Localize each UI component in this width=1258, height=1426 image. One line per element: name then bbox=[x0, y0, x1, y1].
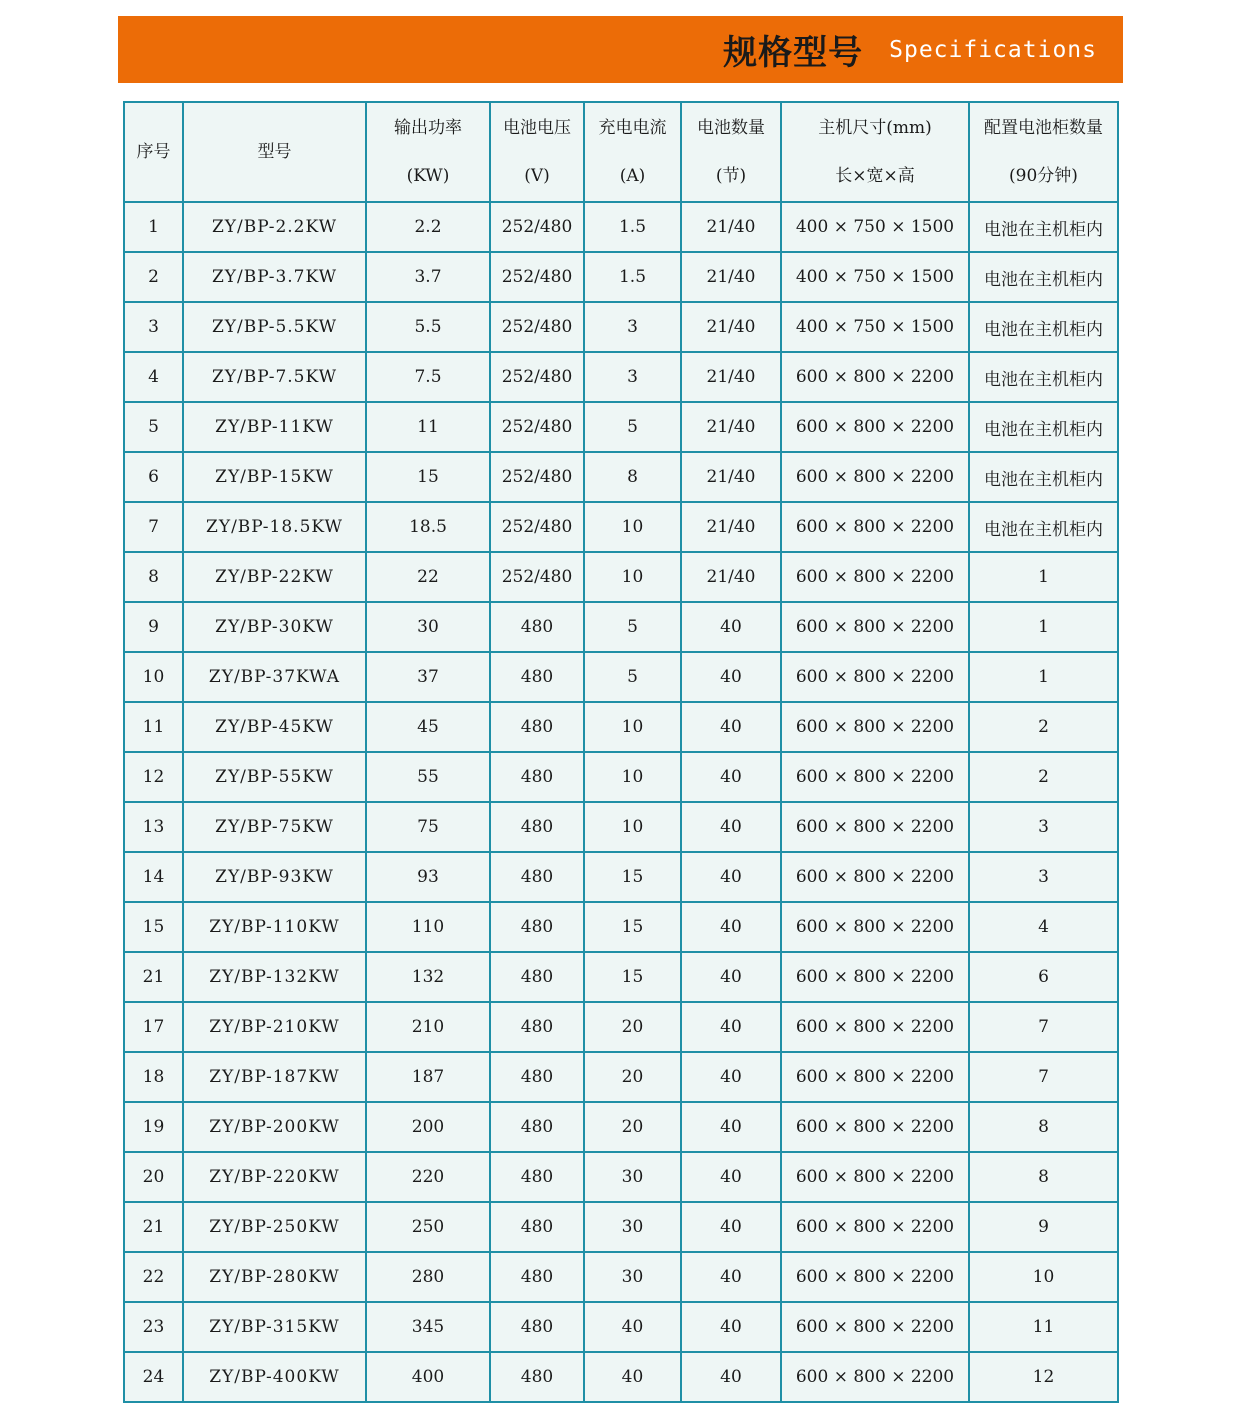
cell-host-size: 400 × 750 × 1500 bbox=[781, 302, 969, 352]
cell-battery-count: 40 bbox=[681, 802, 781, 852]
cell-host-size: 600 × 800 × 2200 bbox=[781, 952, 969, 1002]
cell-battery-voltage: 480 bbox=[490, 1352, 584, 1402]
cell-battery-count: 40 bbox=[681, 702, 781, 752]
cell-host-size: 600 × 800 × 2200 bbox=[781, 1102, 969, 1152]
spec-table-header bbox=[124, 102, 1118, 202]
table-row bbox=[124, 852, 1118, 902]
cell-battery-voltage: 480 bbox=[490, 752, 584, 802]
table-row bbox=[124, 802, 1118, 852]
cell-model: ZY/BP-400KW bbox=[183, 1352, 366, 1402]
header-label: 主机尺寸(mm) bbox=[818, 118, 932, 138]
cell-battery-count: 21/40 bbox=[681, 302, 781, 352]
cell-index: 12 bbox=[124, 752, 183, 802]
cell-battery-voltage: 252/480 bbox=[490, 502, 584, 552]
header-output-power bbox=[366, 102, 490, 202]
table-row bbox=[124, 402, 1118, 452]
table-row bbox=[124, 1152, 1118, 1202]
header-battery-voltage bbox=[490, 102, 584, 202]
cell-index: 10 bbox=[124, 652, 183, 702]
cell-battery-count: 21/40 bbox=[681, 252, 781, 302]
table-row bbox=[124, 902, 1118, 952]
cell-model: ZY/BP-15KW bbox=[183, 452, 366, 502]
cell-model: ZY/BP-93KW bbox=[183, 852, 366, 902]
cell-battery-count: 40 bbox=[681, 1202, 781, 1252]
cell-charge-current: 20 bbox=[584, 1102, 681, 1152]
cell-output-power: 220 bbox=[366, 1152, 490, 1202]
cell-model: ZY/BP-37KWA bbox=[183, 652, 366, 702]
cell-model: ZY/BP-5.5KW bbox=[183, 302, 366, 352]
cell-battery-voltage: 252/480 bbox=[490, 552, 584, 602]
cell-charge-current: 10 bbox=[584, 552, 681, 602]
header-battery-cabinet-count bbox=[969, 102, 1118, 202]
cell-charge-current: 15 bbox=[584, 902, 681, 952]
table-row bbox=[124, 652, 1118, 702]
cell-battery-cabinet-count: 8 bbox=[969, 1152, 1118, 1202]
cell-charge-current: 10 bbox=[584, 802, 681, 852]
cell-battery-voltage: 480 bbox=[490, 1052, 584, 1102]
header-unit: (A) bbox=[619, 166, 646, 186]
cell-output-power: 132 bbox=[366, 952, 490, 1002]
cell-charge-current: 8 bbox=[584, 452, 681, 502]
cell-battery-cabinet-count: 3 bbox=[969, 852, 1118, 902]
table-row bbox=[124, 552, 1118, 602]
cell-battery-count: 21/40 bbox=[681, 502, 781, 552]
cell-charge-current: 15 bbox=[584, 952, 681, 1002]
cell-battery-count: 40 bbox=[681, 852, 781, 902]
header-charge-current bbox=[584, 102, 681, 202]
cell-battery-voltage: 252/480 bbox=[490, 302, 584, 352]
cell-model: ZY/BP-55KW bbox=[183, 752, 366, 802]
cell-battery-count: 21/40 bbox=[681, 352, 781, 402]
cell-battery-voltage: 480 bbox=[490, 952, 584, 1002]
cell-model: ZY/BP-280KW bbox=[183, 1252, 366, 1302]
table-row bbox=[124, 1252, 1118, 1302]
cell-model: ZY/BP-187KW bbox=[183, 1052, 366, 1102]
cell-model: ZY/BP-220KW bbox=[183, 1152, 366, 1202]
cell-host-size: 600 × 800 × 2200 bbox=[781, 702, 969, 752]
cell-battery-count: 21/40 bbox=[681, 452, 781, 502]
cell-charge-current: 5 bbox=[584, 652, 681, 702]
header-unit: (KW) bbox=[406, 166, 450, 186]
header-label: 型号 bbox=[257, 142, 292, 162]
cell-index: 19 bbox=[124, 1102, 183, 1152]
cell-charge-current: 3 bbox=[584, 352, 681, 402]
cell-host-size: 600 × 800 × 2200 bbox=[781, 552, 969, 602]
cell-host-size: 600 × 800 × 2200 bbox=[781, 852, 969, 902]
cell-battery-voltage: 480 bbox=[490, 1302, 584, 1352]
title-en: Specifications bbox=[889, 36, 1097, 63]
cell-output-power: 3.7 bbox=[366, 252, 490, 302]
cell-host-size: 600 × 800 × 2200 bbox=[781, 502, 969, 552]
cell-battery-voltage: 252/480 bbox=[490, 402, 584, 452]
cell-battery-cabinet-count: 1 bbox=[969, 552, 1118, 602]
table-row bbox=[124, 1202, 1118, 1252]
cell-battery-voltage: 480 bbox=[490, 852, 584, 902]
cell-model: ZY/BP-7.5KW bbox=[183, 352, 366, 402]
header-unit: (节) bbox=[715, 166, 747, 186]
cell-output-power: 2.2 bbox=[366, 202, 490, 252]
cell-host-size: 600 × 800 × 2200 bbox=[781, 452, 969, 502]
header-index bbox=[124, 102, 183, 202]
cell-battery-count: 40 bbox=[681, 1152, 781, 1202]
cell-host-size: 600 × 800 × 2200 bbox=[781, 352, 969, 402]
cell-host-size: 600 × 800 × 2200 bbox=[781, 1152, 969, 1202]
cell-index: 11 bbox=[124, 702, 183, 752]
cell-charge-current: 3 bbox=[584, 302, 681, 352]
cell-model: ZY/BP-132KW bbox=[183, 952, 366, 1002]
cell-charge-current: 10 bbox=[584, 502, 681, 552]
cell-host-size: 600 × 800 × 2200 bbox=[781, 1202, 969, 1252]
cell-output-power: 5.5 bbox=[366, 302, 490, 352]
cell-model: ZY/BP-2.2KW bbox=[183, 202, 366, 252]
header-label: 配置电池柜数量 bbox=[984, 118, 1103, 138]
cell-battery-voltage: 480 bbox=[490, 1202, 584, 1252]
table-row bbox=[124, 202, 1118, 252]
cell-battery-count: 40 bbox=[681, 952, 781, 1002]
cell-battery-count: 40 bbox=[681, 902, 781, 952]
cell-output-power: 45 bbox=[366, 702, 490, 752]
cell-battery-voltage: 480 bbox=[490, 1152, 584, 1202]
table-row bbox=[124, 1052, 1118, 1102]
spec-table bbox=[123, 101, 1119, 1403]
cell-host-size: 400 × 750 × 1500 bbox=[781, 252, 969, 302]
cell-host-size: 600 × 800 × 2200 bbox=[781, 602, 969, 652]
cell-battery-cabinet-count: 电池在主机柜内 bbox=[969, 202, 1118, 252]
cell-battery-cabinet-count: 2 bbox=[969, 752, 1118, 802]
cell-charge-current: 5 bbox=[584, 402, 681, 452]
cell-battery-count: 40 bbox=[681, 1302, 781, 1352]
cell-battery-cabinet-count: 12 bbox=[969, 1352, 1118, 1402]
cell-model: ZY/BP-11KW bbox=[183, 402, 366, 452]
cell-battery-voltage: 480 bbox=[490, 702, 584, 752]
cell-charge-current: 30 bbox=[584, 1252, 681, 1302]
cell-model: ZY/BP-110KW bbox=[183, 902, 366, 952]
table-row bbox=[124, 952, 1118, 1002]
cell-index: 23 bbox=[124, 1302, 183, 1352]
cell-charge-current: 10 bbox=[584, 752, 681, 802]
cell-charge-current: 5 bbox=[584, 602, 681, 652]
cell-output-power: 345 bbox=[366, 1302, 490, 1352]
cell-battery-cabinet-count: 电池在主机柜内 bbox=[969, 252, 1118, 302]
cell-battery-count: 40 bbox=[681, 1002, 781, 1052]
header-battery-count bbox=[681, 102, 781, 202]
cell-model: ZY/BP-200KW bbox=[183, 1102, 366, 1152]
cell-host-size: 600 × 800 × 2200 bbox=[781, 802, 969, 852]
cell-output-power: 110 bbox=[366, 902, 490, 952]
cell-index: 15 bbox=[124, 902, 183, 952]
cell-output-power: 187 bbox=[366, 1052, 490, 1102]
table-row bbox=[124, 502, 1118, 552]
cell-model: ZY/BP-22KW bbox=[183, 552, 366, 602]
header-unit: 长×宽×高 bbox=[835, 166, 915, 186]
cell-charge-current: 40 bbox=[584, 1352, 681, 1402]
cell-charge-current: 15 bbox=[584, 852, 681, 902]
cell-host-size: 400 × 750 × 1500 bbox=[781, 202, 969, 252]
header-row bbox=[124, 102, 1118, 202]
table-row bbox=[124, 252, 1118, 302]
cell-battery-count: 40 bbox=[681, 1102, 781, 1152]
table-row bbox=[124, 702, 1118, 752]
cell-host-size: 600 × 800 × 2200 bbox=[781, 902, 969, 952]
cell-host-size: 600 × 800 × 2200 bbox=[781, 402, 969, 452]
cell-model: ZY/BP-30KW bbox=[183, 602, 366, 652]
cell-index: 22 bbox=[124, 1252, 183, 1302]
cell-battery-voltage: 480 bbox=[490, 902, 584, 952]
cell-index: 5 bbox=[124, 402, 183, 452]
cell-index: 9 bbox=[124, 602, 183, 652]
cell-charge-current: 20 bbox=[584, 1002, 681, 1052]
cell-battery-count: 21/40 bbox=[681, 552, 781, 602]
header-label: 序号 bbox=[136, 142, 171, 162]
title-cn: 规格型号 bbox=[723, 33, 864, 73]
cell-battery-cabinet-count: 1 bbox=[969, 602, 1118, 652]
table-row bbox=[124, 1302, 1118, 1352]
cell-index: 7 bbox=[124, 502, 183, 552]
header-label: 充电电流 bbox=[598, 118, 667, 138]
cell-output-power: 18.5 bbox=[366, 502, 490, 552]
cell-host-size: 600 × 800 × 2200 bbox=[781, 1352, 969, 1402]
cell-battery-cabinet-count: 电池在主机柜内 bbox=[969, 452, 1118, 502]
cell-index: 17 bbox=[124, 1002, 183, 1052]
cell-battery-count: 40 bbox=[681, 652, 781, 702]
cell-battery-voltage: 480 bbox=[490, 1252, 584, 1302]
cell-index: 6 bbox=[124, 452, 183, 502]
cell-output-power: 15 bbox=[366, 452, 490, 502]
header-unit: (V) bbox=[524, 166, 550, 186]
cell-output-power: 210 bbox=[366, 1002, 490, 1052]
cell-battery-cabinet-count: 电池在主机柜内 bbox=[969, 402, 1118, 452]
cell-index: 4 bbox=[124, 352, 183, 402]
cell-model: ZY/BP-18.5KW bbox=[183, 502, 366, 552]
cell-battery-cabinet-count: 7 bbox=[969, 1002, 1118, 1052]
cell-model: ZY/BP-75KW bbox=[183, 802, 366, 852]
cell-battery-voltage: 480 bbox=[490, 652, 584, 702]
cell-battery-voltage: 252/480 bbox=[490, 352, 584, 402]
cell-battery-cabinet-count: 11 bbox=[969, 1302, 1118, 1352]
cell-charge-current: 40 bbox=[584, 1302, 681, 1352]
cell-battery-count: 40 bbox=[681, 1252, 781, 1302]
table-row bbox=[124, 752, 1118, 802]
header-unit: (90分钟) bbox=[1009, 166, 1078, 186]
cell-battery-cabinet-count: 6 bbox=[969, 952, 1118, 1002]
table-row bbox=[124, 602, 1118, 652]
cell-index: 18 bbox=[124, 1052, 183, 1102]
cell-battery-voltage: 480 bbox=[490, 1102, 584, 1152]
title-banner bbox=[118, 16, 1123, 83]
cell-index: 13 bbox=[124, 802, 183, 852]
cell-index: 21 bbox=[124, 1202, 183, 1252]
cell-battery-voltage: 252/480 bbox=[490, 252, 584, 302]
cell-battery-cabinet-count: 7 bbox=[969, 1052, 1118, 1102]
spec-table-body bbox=[124, 202, 1118, 1402]
cell-model: ZY/BP-45KW bbox=[183, 702, 366, 752]
header-model bbox=[183, 102, 366, 202]
table-row bbox=[124, 302, 1118, 352]
cell-battery-count: 21/40 bbox=[681, 402, 781, 452]
cell-battery-voltage: 252/480 bbox=[490, 202, 584, 252]
cell-battery-count: 40 bbox=[681, 1352, 781, 1402]
cell-host-size: 600 × 800 × 2200 bbox=[781, 752, 969, 802]
cell-output-power: 30 bbox=[366, 602, 490, 652]
cell-host-size: 600 × 800 × 2200 bbox=[781, 1002, 969, 1052]
cell-battery-cabinet-count: 3 bbox=[969, 802, 1118, 852]
cell-battery-cabinet-count: 10 bbox=[969, 1252, 1118, 1302]
cell-charge-current: 30 bbox=[584, 1152, 681, 1202]
cell-index: 24 bbox=[124, 1352, 183, 1402]
cell-battery-voltage: 480 bbox=[490, 802, 584, 852]
cell-battery-count: 40 bbox=[681, 1052, 781, 1102]
table-row bbox=[124, 1102, 1118, 1152]
cell-index: 1 bbox=[124, 202, 183, 252]
header-label: 电池数量 bbox=[697, 118, 765, 138]
table-row bbox=[124, 352, 1118, 402]
cell-battery-cabinet-count: 4 bbox=[969, 902, 1118, 952]
cell-output-power: 55 bbox=[366, 752, 490, 802]
cell-battery-count: 40 bbox=[681, 602, 781, 652]
cell-charge-current: 20 bbox=[584, 1052, 681, 1102]
cell-output-power: 93 bbox=[366, 852, 490, 902]
cell-host-size: 600 × 800 × 2200 bbox=[781, 1252, 969, 1302]
cell-charge-current: 10 bbox=[584, 702, 681, 752]
cell-battery-cabinet-count: 电池在主机柜内 bbox=[969, 352, 1118, 402]
cell-index: 3 bbox=[124, 302, 183, 352]
cell-battery-cabinet-count: 电池在主机柜内 bbox=[969, 302, 1118, 352]
cell-battery-cabinet-count: 电池在主机柜内 bbox=[969, 502, 1118, 552]
header-label: 输出功率 bbox=[394, 118, 462, 138]
cell-output-power: 11 bbox=[366, 402, 490, 452]
cell-battery-cabinet-count: 2 bbox=[969, 702, 1118, 752]
header-label: 电池电压 bbox=[503, 118, 571, 138]
table-row bbox=[124, 1352, 1118, 1402]
cell-battery-count: 40 bbox=[681, 752, 781, 802]
cell-model: ZY/BP-3.7KW bbox=[183, 252, 366, 302]
cell-output-power: 400 bbox=[366, 1352, 490, 1402]
cell-output-power: 280 bbox=[366, 1252, 490, 1302]
cell-output-power: 250 bbox=[366, 1202, 490, 1252]
cell-host-size: 600 × 800 × 2200 bbox=[781, 1052, 969, 1102]
cell-output-power: 22 bbox=[366, 552, 490, 602]
cell-model: ZY/BP-250KW bbox=[183, 1202, 366, 1252]
cell-battery-cabinet-count: 1 bbox=[969, 652, 1118, 702]
header-host-size bbox=[781, 102, 969, 202]
cell-battery-cabinet-count: 8 bbox=[969, 1102, 1118, 1152]
cell-index: 8 bbox=[124, 552, 183, 602]
cell-output-power: 75 bbox=[366, 802, 490, 852]
cell-index: 21 bbox=[124, 952, 183, 1002]
cell-charge-current: 1.5 bbox=[584, 252, 681, 302]
cell-host-size: 600 × 800 × 2200 bbox=[781, 1302, 969, 1352]
cell-charge-current: 1.5 bbox=[584, 202, 681, 252]
cell-charge-current: 30 bbox=[584, 1202, 681, 1252]
cell-output-power: 200 bbox=[366, 1102, 490, 1152]
cell-output-power: 37 bbox=[366, 652, 490, 702]
cell-index: 20 bbox=[124, 1152, 183, 1202]
cell-battery-voltage: 252/480 bbox=[490, 452, 584, 502]
cell-model: ZY/BP-315KW bbox=[183, 1302, 366, 1352]
cell-host-size: 600 × 800 × 2200 bbox=[781, 652, 969, 702]
cell-index: 14 bbox=[124, 852, 183, 902]
table-row bbox=[124, 452, 1118, 502]
cell-model: ZY/BP-210KW bbox=[183, 1002, 366, 1052]
cell-battery-voltage: 480 bbox=[490, 1002, 584, 1052]
cell-battery-cabinet-count: 9 bbox=[969, 1202, 1118, 1252]
cell-index: 2 bbox=[124, 252, 183, 302]
cell-battery-voltage: 480 bbox=[490, 602, 584, 652]
cell-battery-count: 21/40 bbox=[681, 202, 781, 252]
table-row bbox=[124, 1002, 1118, 1052]
cell-output-power: 7.5 bbox=[366, 352, 490, 402]
